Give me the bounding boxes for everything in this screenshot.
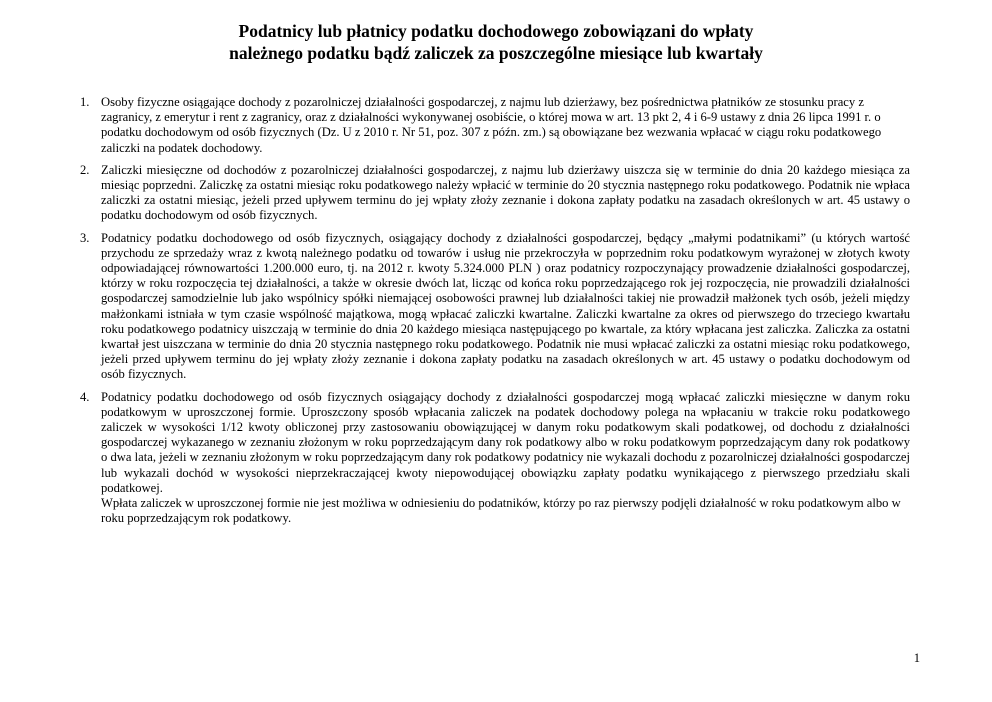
list-item-text: Podatnicy podatku dochodowego od osób fizycznych, osiągający dochody z działalności gospodarczej, będący „małymi podatnikami” (u których wartość przychodu ze sprzedaży wraz z kwotą należnego podatku od towarów i usług nie przekroczyła w poprzednim roku podatkowym wyrażonej w złotych kwoty odpowiadającej równowartości 1.200.000 euro, tj. na 2012 r. kwoty 5.324.000 PLN ) oraz podatnicy rozpoczynający prowadzenie działalności gospodarczej, którzy w roku rozpoczęcia tej działalności, a także w okresie dwóch lat, licząc od końca roku poprzedzającego rok jej rozpoczęcia, nie prowadzili działalności gospodarczej samodzielnie lub jako wspólnicy spółki niemającej osobowości prawnej lub działalności takiej nie prowadził małżonek tych osób, jeżeli między małżonkami istniała w tym czasie wspólność majątkowa, mogą wpłacać zaliczki kwartalne. Zaliczki kwartalne za okres od pierwszego do trzeciego kwartału roku podatkowego podatnicy uiszczają w terminie do dnia 20 każdego miesiąca następującego po kwartale, za który wpłacana jest zaliczka. Zaliczka za ostatni kwartał jest uiszczana w terminie do dnia 20 stycznia następnego roku podatkowego. Podatnik nie musi wpłacać zaliczki za ostatni miesiąc roku podatkowego, jeżeli przed upływem terminu do jej wpłaty złoży zeznanie i dokona zapłaty podatku na zasadach określonych w art. 45 ustawy o podatku dochodowym od osób fizycznych. — [101, 230, 910, 382]
list-item-number: 2. — [80, 162, 90, 177]
title-line-2: należnego podatku bądź zaliczek za poszczególne miesiące lub kwartały — [229, 43, 763, 63]
list-item-text: Podatnicy podatku dochodowego od osób fizycznych osiągający dochody z działalności gospodarczej mogą wpłacać zaliczki miesięczne w danym roku podatkowym w uproszczonej formie. Uproszczony sposób wpłacania zaliczek na podatek dochodowy polega na wpłacaniu w trakcie roku podatkowego zaliczek w wysokości 1/12 kwoty obliczonej przy zastosowaniu obowiązującej w danym roku podatkowym skali podatkowej, od dochodu z działalności gospodarczej wykazanego w zeznaniu złożonym w roku poprzedzającym dany rok podatkowy albo w roku podatkowym poprzedzającym dany rok podatkowy o dwa lata, jeżeli w zeznaniu złożonym w roku poprzedzającym dany rok podatkowy podatnicy nie wykazali dochodu z pozarolniczej działalności gospodarczej lub wykazali dochód w wysokości nieprzekraczającej kwoty niepowodującej obowiązku zapłaty podatku wynikającego z pierwszego przedziału skali podatkowej. — [101, 389, 910, 495]
list-item — [80, 95, 910, 156]
numbered-list — [80, 95, 910, 533]
list-item-note: Wpłata zaliczek w uproszczonej formie nie jest możliwa w odniesieniu do podatników, którzy po raz pierwszy podjęli działalność w roku podatkowym albo w roku poprzedzającym rok podatkowy. — [101, 496, 901, 526]
page-number: 1 — [913, 651, 920, 665]
list-item — [80, 231, 910, 383]
list-item-text: Zaliczki miesięczne od dochodów z pozarolniczej działalności gospodarczej, z najmu lub dzierżawy uiszcza się w terminie do dnia 20 każdego miesiąca za miesiąc poprzedni. Zaliczkę za ostatni miesiąc roku podatkowego należy wpłacić w terminie do 20 stycznia następnego roku podatkowego. Podatnik nie wpłaca zaliczki za ostatni miesiąc, jeżeli przed upływem terminu do jej wpłaty złoży zeznanie i dokona zapłaty podatku na zasadach określonych w art. 45 ustawy o podatku dochodowym od osób fizycznych. — [101, 162, 910, 223]
page-title — [0, 20, 992, 64]
list-item-number: 1. — [80, 95, 90, 109]
list-item-text: Osoby fizyczne osiągające dochody z pozarolniczej działalności gospodarczej, z najmu lub dzierżawy, bez pośrednictwa płatników ze stosunku pracy z zagranicy, z emerytur i rent z zagranicy, oraz z działalności wykonywanej osobiście, o której mowa w art. 13 pkt 2, 4 i 6-9 ustawy z dnia 26 lipca 1991 r. o podatku dochodowym od osób fizycznych (Dz. U z 2010 r. Nr 51, poz. 307 z późn. zm.) są obowiązane bez wezwania wpłacać w ciągu roku podatkowego zaliczki na podatek dochodowy. — [101, 95, 882, 155]
list-item-number: 4. — [80, 389, 90, 404]
title-line-1: Podatnicy lub płatnicy podatku dochodowego zobowiązani do wpłaty — [238, 21, 754, 41]
list-item — [80, 390, 910, 527]
list-item-number: 3. — [80, 230, 90, 245]
list-item — [80, 163, 910, 224]
